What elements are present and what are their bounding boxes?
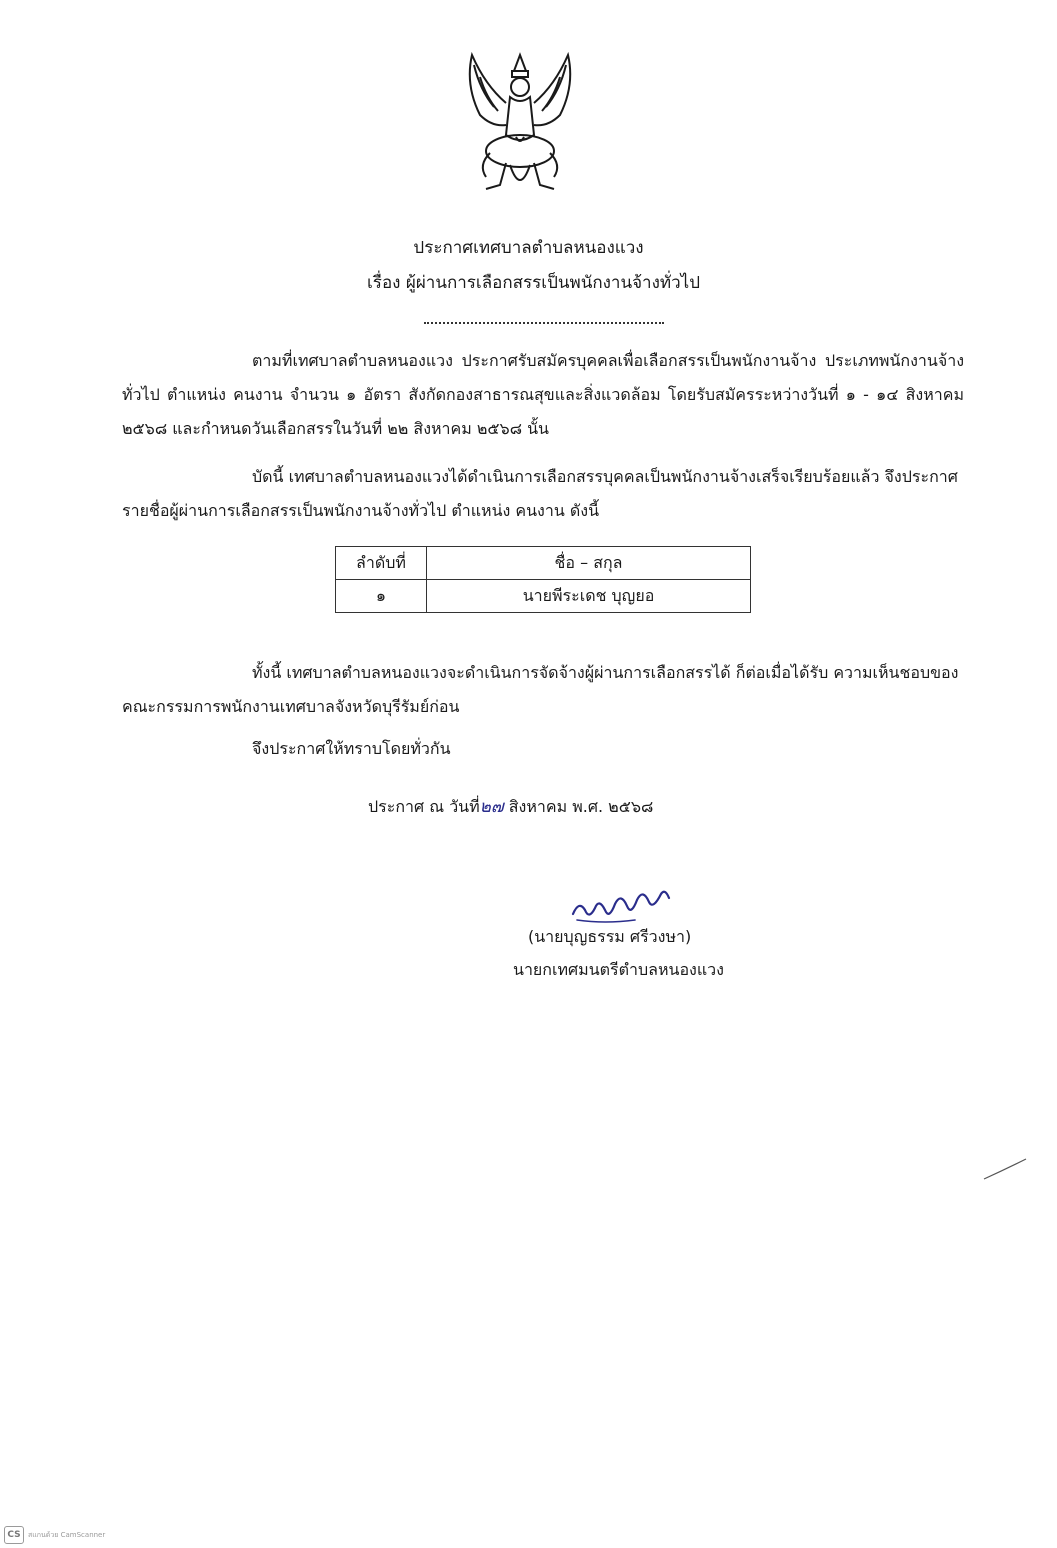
date-day-handwritten: ๒๗	[479, 797, 504, 817]
stray-pen-mark-icon	[980, 1155, 1030, 1185]
selected-candidates-table	[335, 546, 751, 613]
title-divider	[424, 322, 664, 324]
row-order: ๑	[336, 580, 427, 613]
row-name: นายพีระเดช บุญยอ	[427, 580, 751, 613]
signer-name: (นายบุญธรรม ศรีวงษา)	[528, 927, 692, 946]
table-header-row	[336, 547, 751, 580]
date-rest: สิงหาคม พ.ศ. ๒๕๖๘	[508, 797, 654, 816]
camscanner-logo-icon: CS	[4, 1526, 24, 1544]
paragraph-conditions: ทั้งนี้ เทศบาลตำบลหนองแวงจะดำเนินการจัดจ้างผู้ผ่านการเลือกสรรได้ ก็ต่อเมื่อได้รับ ความเห็นชอบของคณะกรรมการพนักงานเทศบาลจังหวัดบุรีรัมย์ก่อน	[122, 663, 959, 716]
paragraph-result: บัดนี้ เทศบาลตำบลหนองแวงได้ดำเนินการเลือกสรรบุคคลเป็นพนักงานจ้างเสร็จเรียบร้อยแล้ว จึงประกาศรายชื่อผู้ผ่านการเลือกสรรเป็นพนักงานจ้างทั่วไป ตำแหน่ง คนงาน ดังนี้	[122, 467, 958, 520]
announcement-subject: เรื่อง ผู้ผ่านการเลือกสรรเป็นพนักงานจ้างทั่วไป	[367, 273, 700, 293]
announcement-date	[368, 790, 653, 824]
scanner-watermark	[4, 1526, 105, 1544]
date-prefix: ประกาศ ณ วันที่	[368, 797, 480, 816]
column-header-name: ชื่อ – สกุล	[427, 547, 751, 580]
garuda-emblem-icon	[450, 45, 590, 205]
paragraph-closing: จึงประกาศให้ทราบโดยทั่วกัน	[252, 739, 451, 758]
scanner-watermark-text: สแกนด้วย CamScanner	[28, 1530, 106, 1539]
column-header-order: ลำดับที่	[336, 547, 427, 580]
signer-position: นายกเทศมนตรีตำบลหนองแวง	[513, 960, 724, 979]
paragraph-background: ตามที่เทศบาลตำบลหนองแวง ประกาศรับสมัครบุคคลเพื่อเลือกสรรเป็นพนักงานจ้าง ประเภทพนักงานจ้างทั่วไป ตำแหน่ง คนงาน จำนวน ๑ อัตรา สังกัดกองสาธารณสุขและสิ่งแวดล้อม โดยรับสมัครระหว่างวันที่ ๑ - ๑๔ สิงหาคม ๒๕๖๘ และกำหนดวันเลือกสรรในวันที่ ๒๒ สิงหาคม ๒๕๖๘ นั้น	[122, 351, 964, 438]
table-row	[336, 580, 751, 613]
announcement-title: ประกาศเทศบาลตำบลหนองแวง	[413, 238, 644, 258]
